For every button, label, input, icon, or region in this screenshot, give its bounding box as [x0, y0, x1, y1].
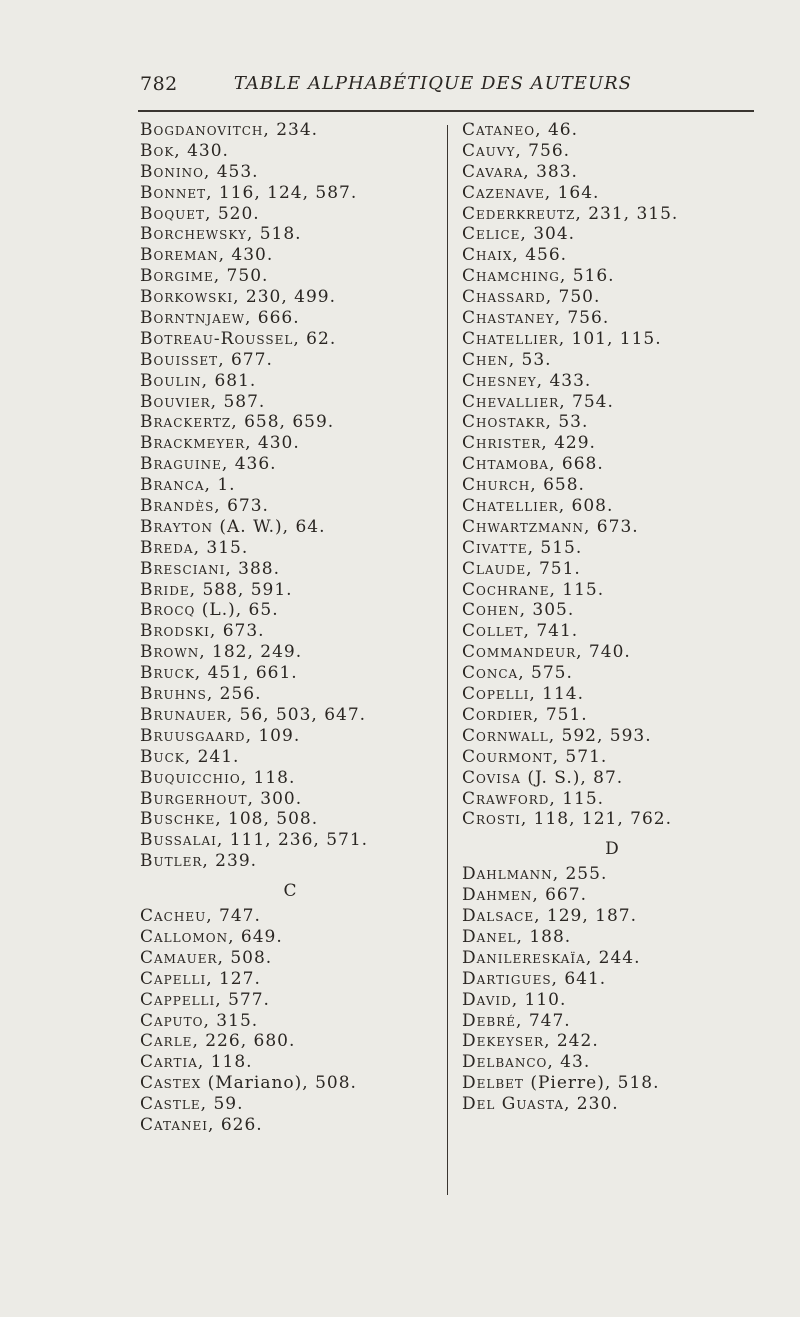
author-name: Cacheu — [140, 906, 207, 927]
author-name: Dahlmann — [462, 864, 553, 885]
page-references: , 108, 508. — [215, 809, 319, 830]
index-entry — [140, 245, 440, 266]
page-references: , 101, 115. — [558, 328, 662, 349]
index-entry — [140, 768, 440, 789]
author-name: Chevallier — [462, 391, 560, 412]
index-entry — [462, 969, 762, 990]
author-name: Covisa — [462, 767, 521, 788]
author-name: Bonnet — [140, 182, 207, 203]
author-name: Catanei — [140, 1114, 209, 1135]
page-references: , 658, 659. — [231, 412, 335, 433]
author-name: Chtamoba — [462, 454, 550, 475]
page-references: , 118, 121, 762. — [520, 809, 673, 830]
page-references: , 59. — [200, 1094, 244, 1115]
index-entry — [462, 287, 762, 308]
index-entry — [462, 580, 762, 601]
page-references: , 430. — [218, 245, 274, 266]
author-name: Church — [462, 475, 531, 496]
index-entry — [140, 224, 440, 245]
author-name: Cappelli — [140, 989, 216, 1010]
index-entry — [140, 927, 440, 948]
author-name: Claude — [462, 558, 527, 579]
author-name: Brackertz — [140, 412, 232, 433]
index-entry — [140, 559, 440, 580]
author-name: Courmont — [462, 746, 553, 767]
page-references: , 46. — [535, 120, 578, 140]
page-references: , 1. — [204, 475, 236, 496]
index-entry — [462, 496, 762, 517]
page-references: , 673. — [209, 621, 265, 642]
author-name: Chatellier — [462, 496, 559, 517]
index-entry — [140, 948, 440, 969]
page-references: , 43. — [547, 1052, 591, 1073]
page-references: , 751. — [526, 558, 581, 579]
index-entry — [140, 580, 440, 601]
author-name: Dekeyser — [462, 1031, 545, 1052]
index-entry — [140, 412, 440, 433]
page-references: , 673. — [584, 516, 639, 537]
index-entry — [140, 350, 440, 371]
author-name: Cornwall — [462, 725, 549, 746]
index-entry — [140, 496, 440, 517]
author-name: Delbanco — [462, 1052, 548, 1073]
page-references: , 673. — [214, 496, 269, 517]
index-entry — [462, 1073, 762, 1094]
index-entry — [462, 990, 762, 1011]
index-entry — [140, 141, 440, 162]
author-name: Civatte — [462, 537, 528, 558]
page-references: , 453. — [203, 161, 259, 182]
author-name: Dahmen — [462, 885, 533, 906]
page-references: , 433. — [536, 370, 592, 391]
index-entry — [462, 162, 762, 183]
page-references: , 740. — [576, 642, 631, 663]
page-references: , 592, 593. — [548, 725, 652, 746]
author-name: Bresciani — [140, 558, 226, 579]
author-name: David — [462, 989, 512, 1010]
page-references: , 575. — [518, 663, 573, 684]
author-name: Chassard — [462, 287, 546, 308]
section-letter-d: D — [605, 839, 619, 860]
author-name: Commandeur — [462, 642, 577, 663]
index-entry — [140, 538, 440, 559]
author-name: Cataneo — [462, 120, 536, 140]
author-name: Bonino — [140, 161, 204, 182]
page-references: , 315. — [203, 1010, 259, 1031]
author-name: Chesney — [462, 370, 537, 391]
author-name: Brocq — [140, 600, 196, 621]
running-title: TABLE ALPHABÉTIQUE DES AUTEURS — [233, 73, 632, 94]
index-entry — [462, 371, 762, 392]
page-references: , 114. — [529, 684, 585, 705]
page-references: , 641. — [551, 968, 607, 989]
page-references: , 756. — [554, 308, 610, 329]
index-entry — [140, 475, 440, 496]
index-entry — [140, 990, 440, 1011]
index-entry — [462, 1031, 762, 1052]
author-name: Delbet — [462, 1073, 524, 1094]
author-name: Boquet — [140, 203, 206, 224]
page-references: , 182, 249. — [199, 642, 303, 663]
page-references: , 751. — [533, 704, 588, 725]
author-name: Chaix — [462, 245, 513, 266]
index-entry — [462, 927, 762, 948]
index-entry — [140, 517, 440, 538]
index-entry — [140, 705, 440, 726]
page-references: , 242. — [544, 1031, 599, 1052]
index-entry — [462, 266, 762, 287]
page-references: , 756. — [515, 140, 571, 161]
page-references: , 430. — [174, 140, 229, 161]
author-name: Castex — [140, 1073, 202, 1094]
index-entry — [462, 705, 762, 726]
page-references: , 649. — [228, 926, 283, 947]
author-name: Callomon — [140, 926, 229, 947]
index-entry — [140, 183, 440, 204]
page-references: , 508. — [217, 947, 273, 968]
page-references: , 304. — [520, 224, 576, 245]
index-entry — [140, 809, 440, 830]
header-rule — [138, 110, 754, 112]
page-references: , 256. — [206, 684, 262, 705]
index-entry — [462, 642, 762, 663]
index-entry — [462, 183, 762, 204]
author-name: Bogdanovitch — [140, 120, 264, 140]
index-entry — [462, 308, 762, 329]
page-number: 782 — [140, 73, 178, 95]
author-name: Dalsace — [462, 906, 535, 927]
author-name: Brunauer — [140, 704, 227, 725]
index-entry — [140, 851, 440, 872]
index-entry — [140, 1094, 440, 1115]
index-entry — [462, 809, 762, 830]
author-name: Chostakr — [462, 412, 546, 433]
page-references: , 110. — [511, 989, 567, 1010]
page-references: , 626. — [208, 1114, 263, 1135]
index-entry — [462, 412, 762, 433]
page-references: , 456. — [512, 245, 568, 266]
index-entry — [462, 141, 762, 162]
index-entry — [140, 1073, 440, 1094]
author-name: Breda — [140, 537, 194, 558]
page-references: , 658. — [530, 475, 585, 496]
right-column — [462, 120, 762, 1115]
page-references: (L.), 65. — [195, 600, 279, 621]
index-entry — [462, 906, 762, 927]
page-references: , 750. — [213, 266, 269, 287]
author-name: Brodski — [140, 621, 210, 642]
author-name: Cavara — [462, 161, 524, 182]
author-name: Copelli — [462, 684, 530, 705]
author-name: Bruhns — [140, 684, 207, 705]
page-references: , 666. — [244, 308, 300, 329]
page-references: , 53. — [508, 349, 552, 370]
page-references: , 430. — [245, 433, 300, 454]
author-name: Boulin — [140, 370, 202, 391]
index-entry — [140, 454, 440, 475]
page-references: , 230, 499. — [233, 287, 337, 308]
index-entry — [462, 684, 762, 705]
index-entry — [462, 768, 762, 789]
page-references: , 588, 591. — [189, 579, 293, 600]
author-name: Cartia — [140, 1052, 198, 1073]
page-references: , 188. — [516, 926, 572, 947]
entries-d-list — [462, 864, 762, 1115]
index-entry — [462, 433, 762, 454]
index-entry — [462, 948, 762, 969]
page-references: , 587. — [210, 391, 266, 412]
author-name: Burgerhout — [140, 788, 248, 809]
page-references: (Pierre), 518. — [523, 1073, 660, 1094]
author-name: Danel — [462, 926, 517, 947]
author-name: Collet — [462, 621, 524, 642]
index-entry — [140, 726, 440, 747]
page-references: , 56, 503, 647. — [226, 704, 367, 725]
index-entry — [140, 433, 440, 454]
index-entry — [462, 600, 762, 621]
page-references: , 451, 661. — [194, 663, 298, 684]
author-name: Caputo — [140, 1010, 204, 1031]
page-references: , 383. — [523, 161, 578, 182]
page-references: , 115. — [549, 579, 605, 600]
author-name: Chatellier — [462, 328, 559, 349]
author-name: Bride — [140, 579, 190, 600]
page-references: , 388. — [225, 558, 281, 579]
author-name: Buquicchio — [140, 767, 241, 788]
author-name: Cohen — [462, 600, 520, 621]
page-references: , 109. — [245, 725, 301, 746]
entries-b-list — [140, 120, 440, 872]
page-references: , 747. — [206, 906, 261, 927]
page-references: , 305. — [519, 600, 575, 621]
index-entry — [462, 475, 762, 496]
index-entry — [140, 747, 440, 768]
index-entry — [462, 663, 762, 684]
page-references: , 667. — [532, 885, 587, 906]
page-references: , 234. — [263, 120, 319, 140]
index-entry — [462, 559, 762, 580]
author-name: Castle — [140, 1094, 201, 1115]
index-entry — [462, 726, 762, 747]
index-entry — [462, 120, 762, 141]
page-references: , 53. — [545, 412, 589, 433]
index-entry — [462, 517, 762, 538]
page-references: , 239. — [202, 851, 258, 872]
author-name: Cochrane — [462, 579, 550, 600]
author-name: Camauer — [140, 947, 218, 968]
index-entry — [140, 621, 440, 642]
page-references: , 230. — [564, 1094, 619, 1115]
author-name: Borntnjaew — [140, 308, 245, 329]
author-name: Boreman — [140, 245, 219, 266]
page-references: , 516. — [559, 266, 615, 287]
index-entry — [462, 350, 762, 371]
author-name: Brandès — [140, 496, 215, 517]
index-entry — [140, 600, 440, 621]
index-entry — [140, 1011, 440, 1032]
index-entry — [462, 885, 762, 906]
author-name: Botreau-Roussel — [140, 328, 294, 349]
page-references: , 741. — [523, 621, 579, 642]
index-entry — [462, 454, 762, 475]
author-name: Bouisset — [140, 349, 219, 370]
page-references: , 571. — [552, 746, 608, 767]
author-name: Bruck — [140, 663, 195, 684]
page-references: , 577. — [215, 989, 270, 1010]
author-name: Cazenave — [462, 182, 545, 203]
page-references: , 315. — [193, 537, 249, 558]
page-references: , 226, 680. — [192, 1031, 296, 1052]
page-references: , 747. — [516, 1010, 571, 1031]
author-name: Conca — [462, 663, 519, 684]
author-name: Borchewsky — [140, 224, 247, 245]
author-name: Carle — [140, 1031, 193, 1052]
entries-c-list-continued — [462, 120, 762, 830]
page-references: (A. W.), 64. — [212, 516, 326, 537]
author-name: Del Guasta — [462, 1094, 564, 1115]
index-entry — [140, 1052, 440, 1073]
author-name: Branca — [140, 475, 205, 496]
section-letter-c: C — [283, 881, 297, 902]
page-references: (Mariano), 508. — [201, 1073, 357, 1094]
index-entry — [462, 864, 762, 885]
page-references: , 118. — [197, 1052, 253, 1073]
index-entry — [140, 684, 440, 705]
author-name: Crawford — [462, 788, 550, 809]
author-name: Capelli — [140, 968, 207, 989]
page-references: , 111, 236, 571. — [216, 830, 369, 851]
index-entry — [140, 642, 440, 663]
index-entry — [140, 906, 440, 927]
author-name: Bok — [140, 140, 175, 161]
index-entry — [140, 204, 440, 225]
page-references: , 164. — [544, 182, 600, 203]
page-references: , 118. — [240, 767, 296, 788]
index-entry — [462, 1011, 762, 1032]
author-name: Butler — [140, 851, 203, 872]
author-name: Cauvy — [462, 140, 516, 161]
index-entry — [462, 1052, 762, 1073]
index-entry — [462, 747, 762, 768]
author-name: Cordier — [462, 704, 534, 725]
index-entry — [462, 789, 762, 810]
author-name: Dartigues — [462, 968, 552, 989]
index-entry — [140, 969, 440, 990]
index-entry — [462, 204, 762, 225]
page-references: , 518. — [246, 224, 302, 245]
page-references: , 677. — [218, 349, 273, 370]
index-entry — [140, 287, 440, 308]
index-entry — [140, 120, 440, 141]
index-entry — [140, 663, 440, 684]
column-divider — [447, 125, 448, 1195]
author-name: Crosti — [462, 809, 521, 830]
index-entry — [462, 621, 762, 642]
author-name: Brown — [140, 642, 200, 663]
left-column — [140, 120, 440, 1136]
index-entry — [140, 789, 440, 810]
page-references: , 127. — [206, 968, 261, 989]
page-references: , 429. — [541, 433, 596, 454]
page-references: (J. S.), 87. — [520, 767, 624, 788]
page-references: , 750. — [545, 287, 601, 308]
entries-c-list — [140, 906, 440, 1136]
author-name: Brackmeyer — [140, 433, 246, 454]
author-name: Celice — [462, 224, 521, 245]
author-name: Borgime — [140, 266, 214, 287]
page-references: , 681. — [201, 370, 257, 391]
page-references: , 244. — [585, 947, 641, 968]
index-entry — [140, 266, 440, 287]
author-name: Cederkreutz — [462, 203, 576, 224]
page-references: , 608. — [558, 496, 614, 517]
page-references: , 231, 315. — [575, 203, 679, 224]
index-entry — [140, 392, 440, 413]
index-entry — [462, 329, 762, 350]
author-name: Bussalai — [140, 830, 217, 851]
page-header — [140, 73, 632, 103]
index-entry — [140, 371, 440, 392]
index-entry — [462, 224, 762, 245]
author-name: Buck — [140, 746, 185, 767]
page-references: , 668. — [549, 454, 604, 475]
page-references: , 129, 187. — [534, 906, 638, 927]
index-entry — [462, 1094, 762, 1115]
index-entry — [140, 830, 440, 851]
author-name: Buschke — [140, 809, 216, 830]
page-references: , 62. — [293, 328, 337, 349]
index-entry — [140, 162, 440, 183]
page-references: , 115. — [549, 788, 605, 809]
author-name: Bruusgaard — [140, 725, 246, 746]
page-references: , 255. — [552, 864, 608, 885]
author-name: Christer — [462, 433, 542, 454]
author-name: Borkowski — [140, 287, 234, 308]
index-entry — [140, 329, 440, 350]
author-name: Chamching — [462, 266, 560, 287]
index-entry — [140, 1115, 440, 1136]
index-entry — [140, 308, 440, 329]
page-references: , 436. — [221, 454, 277, 475]
index-entry — [462, 392, 762, 413]
author-name: Braguine — [140, 454, 222, 475]
index-entry — [140, 1031, 440, 1052]
page-references: , 241. — [184, 746, 240, 767]
author-name: Bouvier — [140, 391, 211, 412]
author-name: Danilereskaïa — [462, 947, 586, 968]
author-name: Chwartzmann — [462, 516, 584, 537]
author-name: Brayton — [140, 516, 213, 537]
author-name: Debré — [462, 1010, 517, 1031]
page-references: , 754. — [559, 391, 614, 412]
page-references: , 116, 124, 587. — [206, 182, 358, 203]
page-references: , 515. — [527, 537, 583, 558]
page-references: , 300. — [247, 788, 303, 809]
author-name: Chen — [462, 349, 509, 370]
index-entry — [462, 538, 762, 559]
author-name: Chastaney — [462, 308, 555, 329]
index-entry — [462, 245, 762, 266]
page-references: , 520. — [205, 203, 260, 224]
